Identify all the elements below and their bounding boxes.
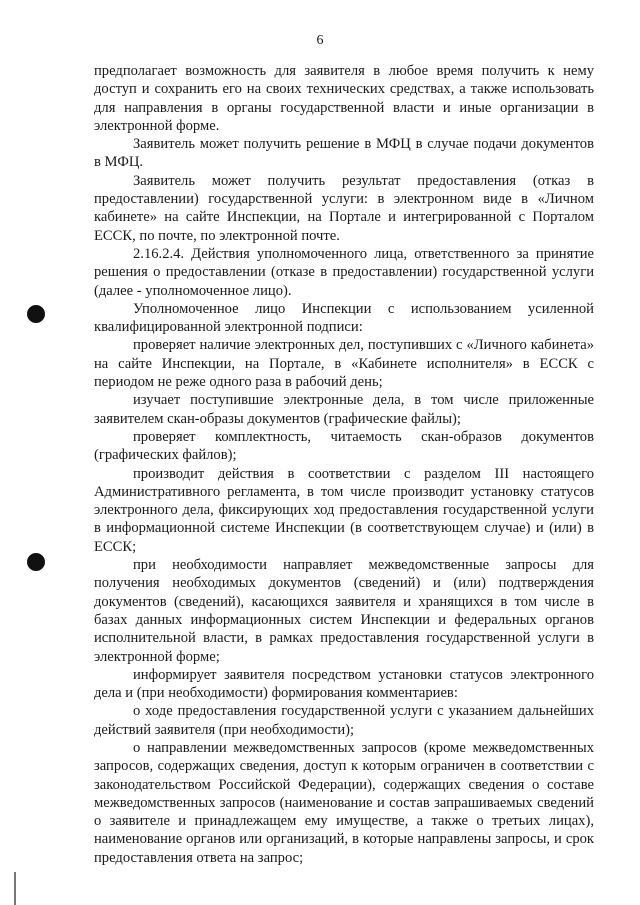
paragraph: предполагает возможность для заявителя в любое время получить к нему доступ и сохранить его на своих технических средствах, а также использовать для направления в органы государственной власти и иные организации в электронной форме.	[94, 63, 594, 134]
paragraph: Заявитель может получить результат предоставления (отказ в предоставлении) государственной услуги: в электронном виде в «Личном кабинете» на сайте Инспекции, на Портале и интегрированной с Порталом ЕССК, по почте, по электронной почте.	[94, 172, 594, 244]
punch-hole-mark	[27, 305, 45, 323]
paragraph: изучает поступившие электронные дела, в том числе приложенные заявителем скан-образы документов (графические файлы);	[94, 392, 594, 427]
paragraph: о направлении межведомственных запросов (кроме межведомственных запросов, содержащих сведения, доступ к которым ограничен в соответствии с законодательством Российской Федерации), содержащих сведения о составе межведомственных запросов (наименование и состав запрашиваемых сведений о заявителе и принадлежащем ему имуществе, а также о третьих лицах), наименование органов или организаций, в которые направлены запросы, и срок предоставления ответа на запрос;	[94, 739, 594, 866]
paragraph: проверяет комплектность, читаемость скан-образов документов (графических файлов);	[94, 428, 594, 464]
paragraph: при необходимости направляет межведомственные запросы для получения необходимых документов (сведений) и (или) подтверждения документов (сведений), касающихся заявителя и хранящихся в том числе в базах данных информационных систем Инспекции и федеральных органов исполнительной власти, в рамках предоставления государственной услуги в электронной форме;	[94, 557, 594, 665]
punch-hole-mark	[27, 553, 45, 571]
paragraph: информирует заявителя посредством установки статусов электронного дела и (при необходимости) формирования комментариев:	[94, 666, 594, 702]
paragraph: производит действия в соответствии с разделом III настоящего Административного регламента, в том числе производит установку статусов электронного дела, фиксирующих ход предоставления государственной услуги в информационной системе Инспекции (в соответствующем случае) и (или) в ЕССК;	[94, 465, 594, 555]
document-body	[94, 62, 594, 867]
paragraph: Уполномоченное лицо Инспекции с использованием усиленной квалифицированной электронной подписи:	[94, 300, 594, 336]
scan-edge-mark	[14, 872, 16, 905]
paragraph: Заявитель может получить решение в МФЦ в случае подачи документов в МФЦ.	[94, 136, 594, 171]
paragraph: 2.16.2.4. Действия уполномоченного лица, ответственного за принятие решения о предоставлении (отказе в предоставлении) государственной услуги (далее - уполномоченное лицо).	[94, 245, 594, 299]
paragraph: о ходе предоставления государственной услуги с указанием дальнейших действий заявителя (при необходимости);	[94, 703, 594, 738]
page-number: 6	[316, 33, 324, 48]
paragraph: проверяет наличие электронных дел, поступивших с «Личного кабинета» на сайте Инспекции, на Портале, в «Кабинете исполнителя» в ЕССК с периодом не реже одного раза в рабочий день;	[94, 337, 594, 391]
